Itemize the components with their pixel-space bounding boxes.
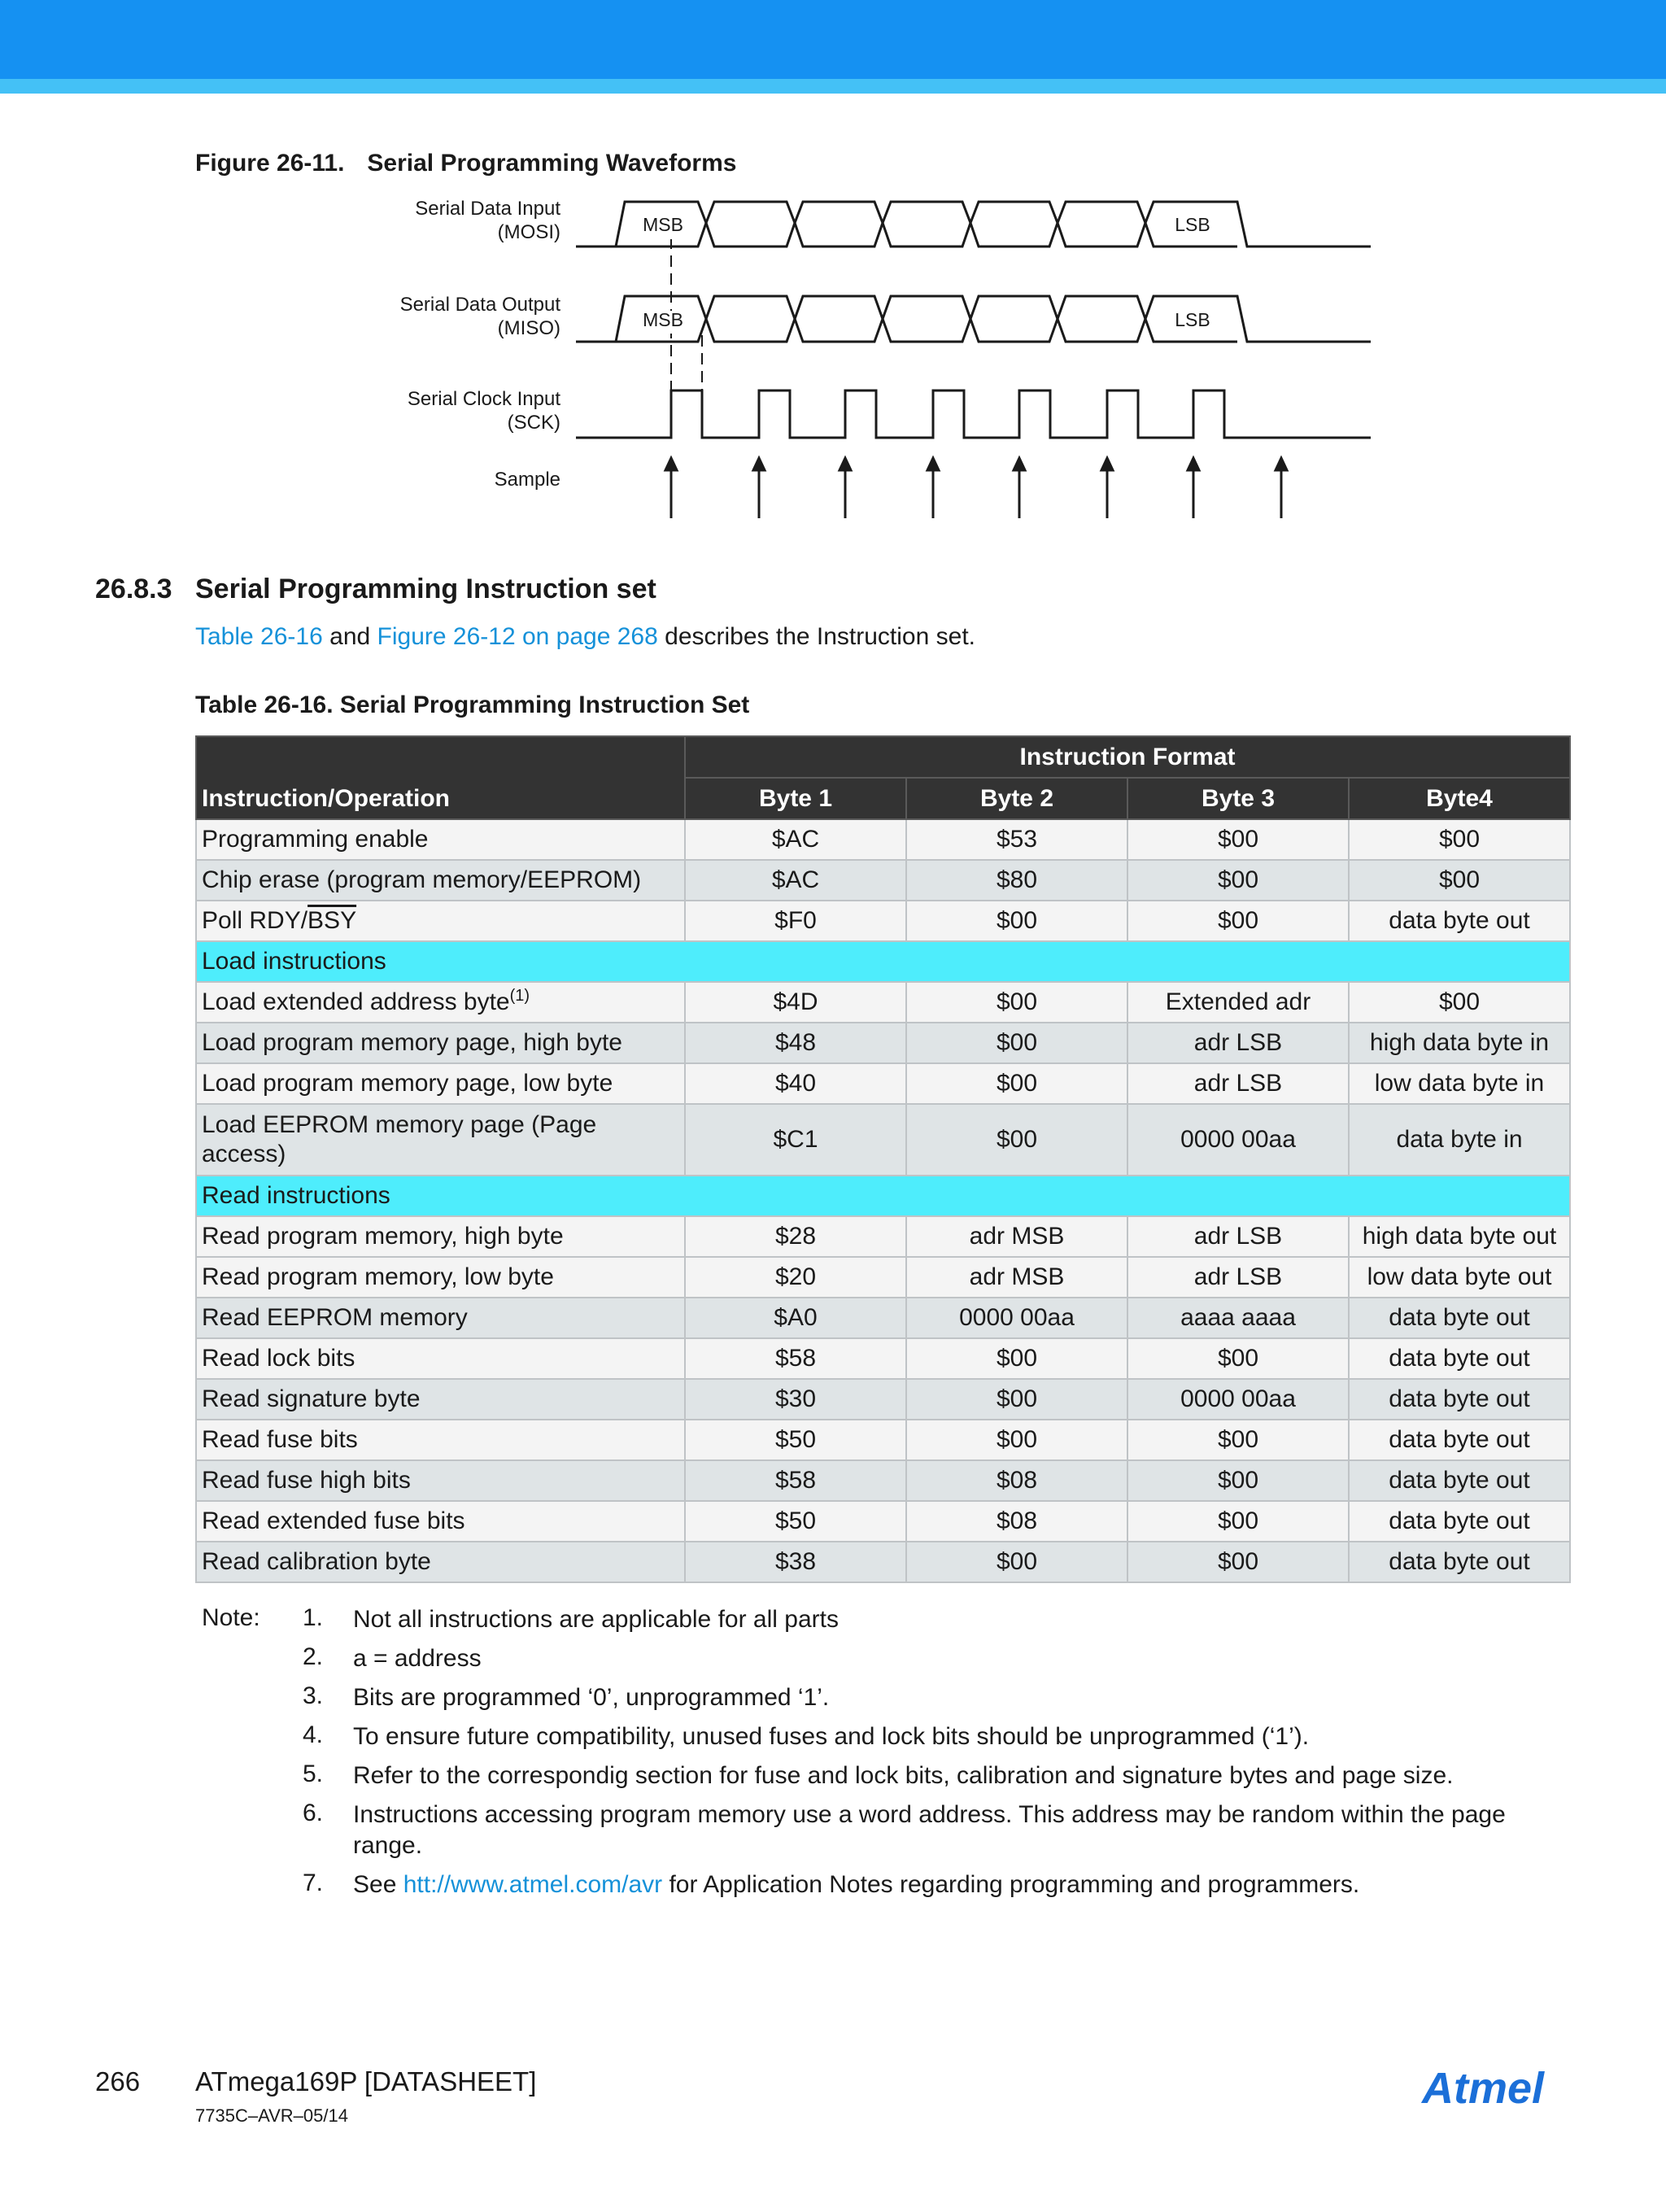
cell-byte3: Extended adr (1127, 982, 1349, 1023)
note-item (202, 1604, 1573, 1635)
document-title: ATmega169P [DATASHEET] (195, 2066, 537, 2096)
figure-number: Figure 26-11. (195, 150, 345, 177)
note-number: 7. (303, 1870, 324, 1896)
note-item (202, 1870, 1573, 1900)
cell-op: Read fuse high bits (196, 1460, 685, 1501)
note-item (202, 1800, 1573, 1861)
note-text: Instructions accessing program memory use a word address. This address may be random within the page range. (353, 1801, 1506, 1859)
cell-byte4: data byte out (1349, 1542, 1570, 1582)
note-item (202, 1682, 1573, 1713)
section-number: 26.8.3 (95, 574, 172, 604)
atmel-avr-link[interactable]: htt://www.atmel.com/avr (403, 1871, 663, 1898)
sample-arrow (753, 458, 765, 518)
cell-byte3: $00 (1127, 1542, 1349, 1582)
section-heading (95, 574, 656, 605)
note-text: Refer to the correspondig section for fuse and lock bits, calibration and signature bytes and page size. (353, 1762, 1454, 1789)
table-row (196, 1063, 1570, 1104)
note-number: 1. (303, 1604, 324, 1631)
cell-op: Programming enable (196, 819, 685, 860)
group-read-instructions: Read instructions (196, 1176, 1570, 1216)
header-byte1: Byte 1 (685, 778, 906, 819)
cell-byte2: $80 (906, 860, 1127, 901)
note-label: Note: (202, 1604, 260, 1631)
miso-label-line1: Serial Data Output (399, 294, 560, 316)
note-number: 5. (303, 1760, 324, 1787)
cell-op (196, 982, 685, 1023)
cell-byte4: data byte out (1349, 1338, 1570, 1379)
note-text: a = address (353, 1645, 482, 1672)
miso-msb-label: MSB (643, 309, 683, 330)
cell-byte3: adr LSB (1127, 1216, 1349, 1257)
note-number: 6. (303, 1800, 324, 1826)
header-banner-stripe (0, 79, 1666, 94)
sample-arrow (1014, 458, 1025, 518)
cell-op: Read signature byte (196, 1379, 685, 1420)
bsy-overline: $\overline{BSY}$ (307, 907, 357, 934)
cell-byte4: data byte out (1349, 1420, 1570, 1460)
cell-byte2: $00 (906, 1379, 1127, 1420)
table-row (196, 819, 1570, 860)
atmel-logo (1420, 2065, 1575, 2114)
table-row (196, 1216, 1570, 1257)
cell-byte4: data byte out (1349, 1298, 1570, 1338)
table-group-row (196, 941, 1570, 982)
note-number: 4. (303, 1721, 324, 1748)
footnote-ref: (1) (509, 987, 530, 1005)
cell-byte2: $08 (906, 1501, 1127, 1542)
intro-text-mid: and (322, 623, 377, 650)
intro-paragraph (195, 623, 975, 651)
sample-arrow (665, 458, 677, 518)
cell-byte1: $48 (685, 1023, 906, 1063)
cell-byte2: $00 (906, 982, 1127, 1023)
header-banner (0, 0, 1666, 79)
mosi-lsb-label: LSB (1175, 214, 1210, 235)
table-row (196, 1420, 1570, 1460)
cell-byte4: data byte in (1349, 1104, 1570, 1176)
sck-waveform (576, 390, 1371, 438)
cell-byte1: $38 (685, 1542, 906, 1582)
table-row (196, 1257, 1570, 1298)
header-byte3: Byte 3 (1127, 778, 1349, 819)
cell-byte2: adr MSB (906, 1257, 1127, 1298)
cell-byte4: high data byte in (1349, 1023, 1570, 1063)
table-row (196, 982, 1570, 1023)
note-text: Bits are programmed ‘0’, unprogrammed ‘1’. (353, 1684, 830, 1711)
figure-title: Serial Programming Waveforms (367, 150, 737, 177)
cell-op: Read program memory, low byte (196, 1257, 685, 1298)
mosi-label-line2: (MOSI) (497, 221, 560, 243)
group-load-instructions: Load instructions (196, 941, 1570, 982)
table-row (196, 1338, 1570, 1379)
cell-byte3: $00 (1127, 1420, 1349, 1460)
cell-byte1: $C1 (685, 1104, 906, 1176)
cell-byte2: 0000 00aa (906, 1298, 1127, 1338)
table-row (196, 1542, 1570, 1582)
note-text-pre: See (353, 1871, 403, 1898)
document-code: 7735C–AVR–05/14 (195, 2105, 348, 2126)
cell-byte1: $4D (685, 982, 906, 1023)
section-title: Serial Programming Instruction set (195, 574, 656, 604)
table-row (196, 901, 1570, 941)
cell-byte2: $00 (906, 1542, 1127, 1582)
cell-op: Read calibration byte (196, 1542, 685, 1582)
cell-byte1: $AC (685, 819, 906, 860)
cell-byte4: data byte out (1349, 1501, 1570, 1542)
cell-byte3: adr LSB (1127, 1023, 1349, 1063)
note-text: To ensure future compatibility, unused fuses and lock bits should be unprogrammed (‘1’). (353, 1723, 1310, 1750)
sample-label: Sample (494, 469, 560, 491)
cell-op: Read extended fuse bits (196, 1501, 685, 1542)
table-caption: Table 26-16. Serial Programming Instruction Set (195, 692, 750, 718)
table-group-row (196, 1176, 1570, 1216)
sample-arrow (1101, 458, 1113, 518)
note-item (202, 1760, 1573, 1791)
sck-label-line2: (SCK) (507, 412, 560, 434)
cell-byte2: $00 (906, 1338, 1127, 1379)
cell-byte4: data byte out (1349, 1379, 1570, 1420)
sample-arrow (1276, 458, 1287, 518)
poll-prefix: Poll RDY/ (202, 907, 308, 934)
note-number: 2. (303, 1643, 324, 1670)
cell-byte1: $30 (685, 1379, 906, 1420)
cell-byte1: $28 (685, 1216, 906, 1257)
sample-arrow (1188, 458, 1199, 518)
cell-byte3: 0000 00aa (1127, 1104, 1349, 1176)
cell-byte1: $58 (685, 1338, 906, 1379)
cell-byte1: $AC (685, 860, 906, 901)
note-item (202, 1643, 1573, 1674)
cell-byte2: $00 (906, 1420, 1127, 1460)
cell-op-text: Load extended address byte (202, 988, 510, 1015)
sample-arrows (665, 458, 1287, 518)
miso-label-line2: (MISO) (497, 317, 560, 339)
note-text-post: for Application Notes regarding programming and programmers. (662, 1871, 1360, 1898)
table-row (196, 1298, 1570, 1338)
sck-label-line1: Serial Clock Input (407, 388, 560, 410)
cell-byte3: $00 (1127, 1338, 1349, 1379)
table-header-row (196, 736, 1570, 778)
cell-byte4: low data byte in (1349, 1063, 1570, 1104)
sample-arrow (840, 458, 851, 518)
cell-byte3: $00 (1127, 1460, 1349, 1501)
cell-byte2: $00 (906, 1063, 1127, 1104)
signal-labels (400, 198, 561, 491)
table-row (196, 1104, 1570, 1176)
cell-byte4: high data byte out (1349, 1216, 1570, 1257)
miso-lsb-label: LSB (1175, 309, 1210, 330)
cell-byte2: $00 (906, 901, 1127, 941)
cell-op (196, 901, 685, 941)
table-row (196, 860, 1570, 901)
cell-op: Chip erase (program memory/EEPROM) (196, 860, 685, 901)
cell-op: Read EEPROM memory (196, 1298, 685, 1338)
cell-byte3: $00 (1127, 860, 1349, 901)
cell-byte1: $20 (685, 1257, 906, 1298)
cell-byte3: aaaa aaaa (1127, 1298, 1349, 1338)
cell-byte2: $00 (906, 1023, 1127, 1063)
cell-byte4: data byte out (1349, 1460, 1570, 1501)
cell-byte1: $A0 (685, 1298, 906, 1338)
cell-byte4: low data byte out (1349, 1257, 1570, 1298)
cell-byte2: $08 (906, 1460, 1127, 1501)
cell-byte4: $00 (1349, 982, 1570, 1023)
cell-op: Read program memory, high byte (196, 1216, 685, 1257)
header-byte2: Byte 2 (906, 778, 1127, 819)
cell-byte1: $F0 (685, 901, 906, 941)
header-byte4: Byte4 (1349, 778, 1570, 819)
cell-byte1: $50 (685, 1420, 906, 1460)
cell-byte4: data byte out (1349, 901, 1570, 941)
cell-byte3: $00 (1127, 1501, 1349, 1542)
mosi-label-line1: Serial Data Input (415, 198, 560, 220)
cell-byte3: 0000 00aa (1127, 1379, 1349, 1420)
table-row (196, 1460, 1570, 1501)
cell-byte2: $00 (906, 1104, 1127, 1176)
table-row (196, 1501, 1570, 1542)
header-instruction-format: Instruction Format (685, 736, 1570, 778)
cell-op: Load EEPROM memory page (Page access) (196, 1104, 685, 1176)
cell-byte3: adr LSB (1127, 1063, 1349, 1104)
waveform-diagram (374, 189, 1383, 522)
table-row (196, 1023, 1570, 1063)
note-text: Not all instructions are applicable for all parts (353, 1606, 839, 1633)
intro-text-rest: describes the Instruction set. (657, 623, 975, 650)
sample-arrow (927, 458, 939, 518)
cell-op: Load program memory page, low byte (196, 1063, 685, 1104)
cell-op: Read fuse bits (196, 1420, 685, 1460)
logo-wordmark: Atmel (1422, 2065, 1545, 2113)
page-number: 266 (95, 2066, 141, 2096)
cell-byte4: $00 (1349, 860, 1570, 901)
cell-byte1: $58 (685, 1460, 906, 1501)
table-notes (202, 1604, 1573, 1900)
note-text (353, 1870, 1573, 1900)
cell-byte1: $50 (685, 1501, 906, 1542)
cell-op: Load program memory page, high byte (196, 1023, 685, 1063)
table-link[interactable]: Table 26-16 (195, 623, 323, 650)
cell-byte1: $40 (685, 1063, 906, 1104)
cell-byte2: $53 (906, 819, 1127, 860)
cell-byte2: adr MSB (906, 1216, 1127, 1257)
mosi-msb-label: MSB (643, 214, 683, 235)
figure-link[interactable]: Figure 26-12 on page 268 (377, 623, 658, 650)
cell-byte3: $00 (1127, 901, 1349, 941)
header-instruction: Instruction/Operation (196, 736, 685, 819)
cell-byte3: $00 (1127, 819, 1349, 860)
note-number: 3. (303, 1682, 324, 1709)
note-item (202, 1721, 1573, 1752)
cell-byte4: $00 (1349, 819, 1570, 860)
cell-op: Read lock bits (196, 1338, 685, 1379)
cell-byte3: adr LSB (1127, 1257, 1349, 1298)
table-row (196, 1379, 1570, 1420)
figure-caption (195, 150, 736, 177)
instruction-table (195, 735, 1571, 1583)
